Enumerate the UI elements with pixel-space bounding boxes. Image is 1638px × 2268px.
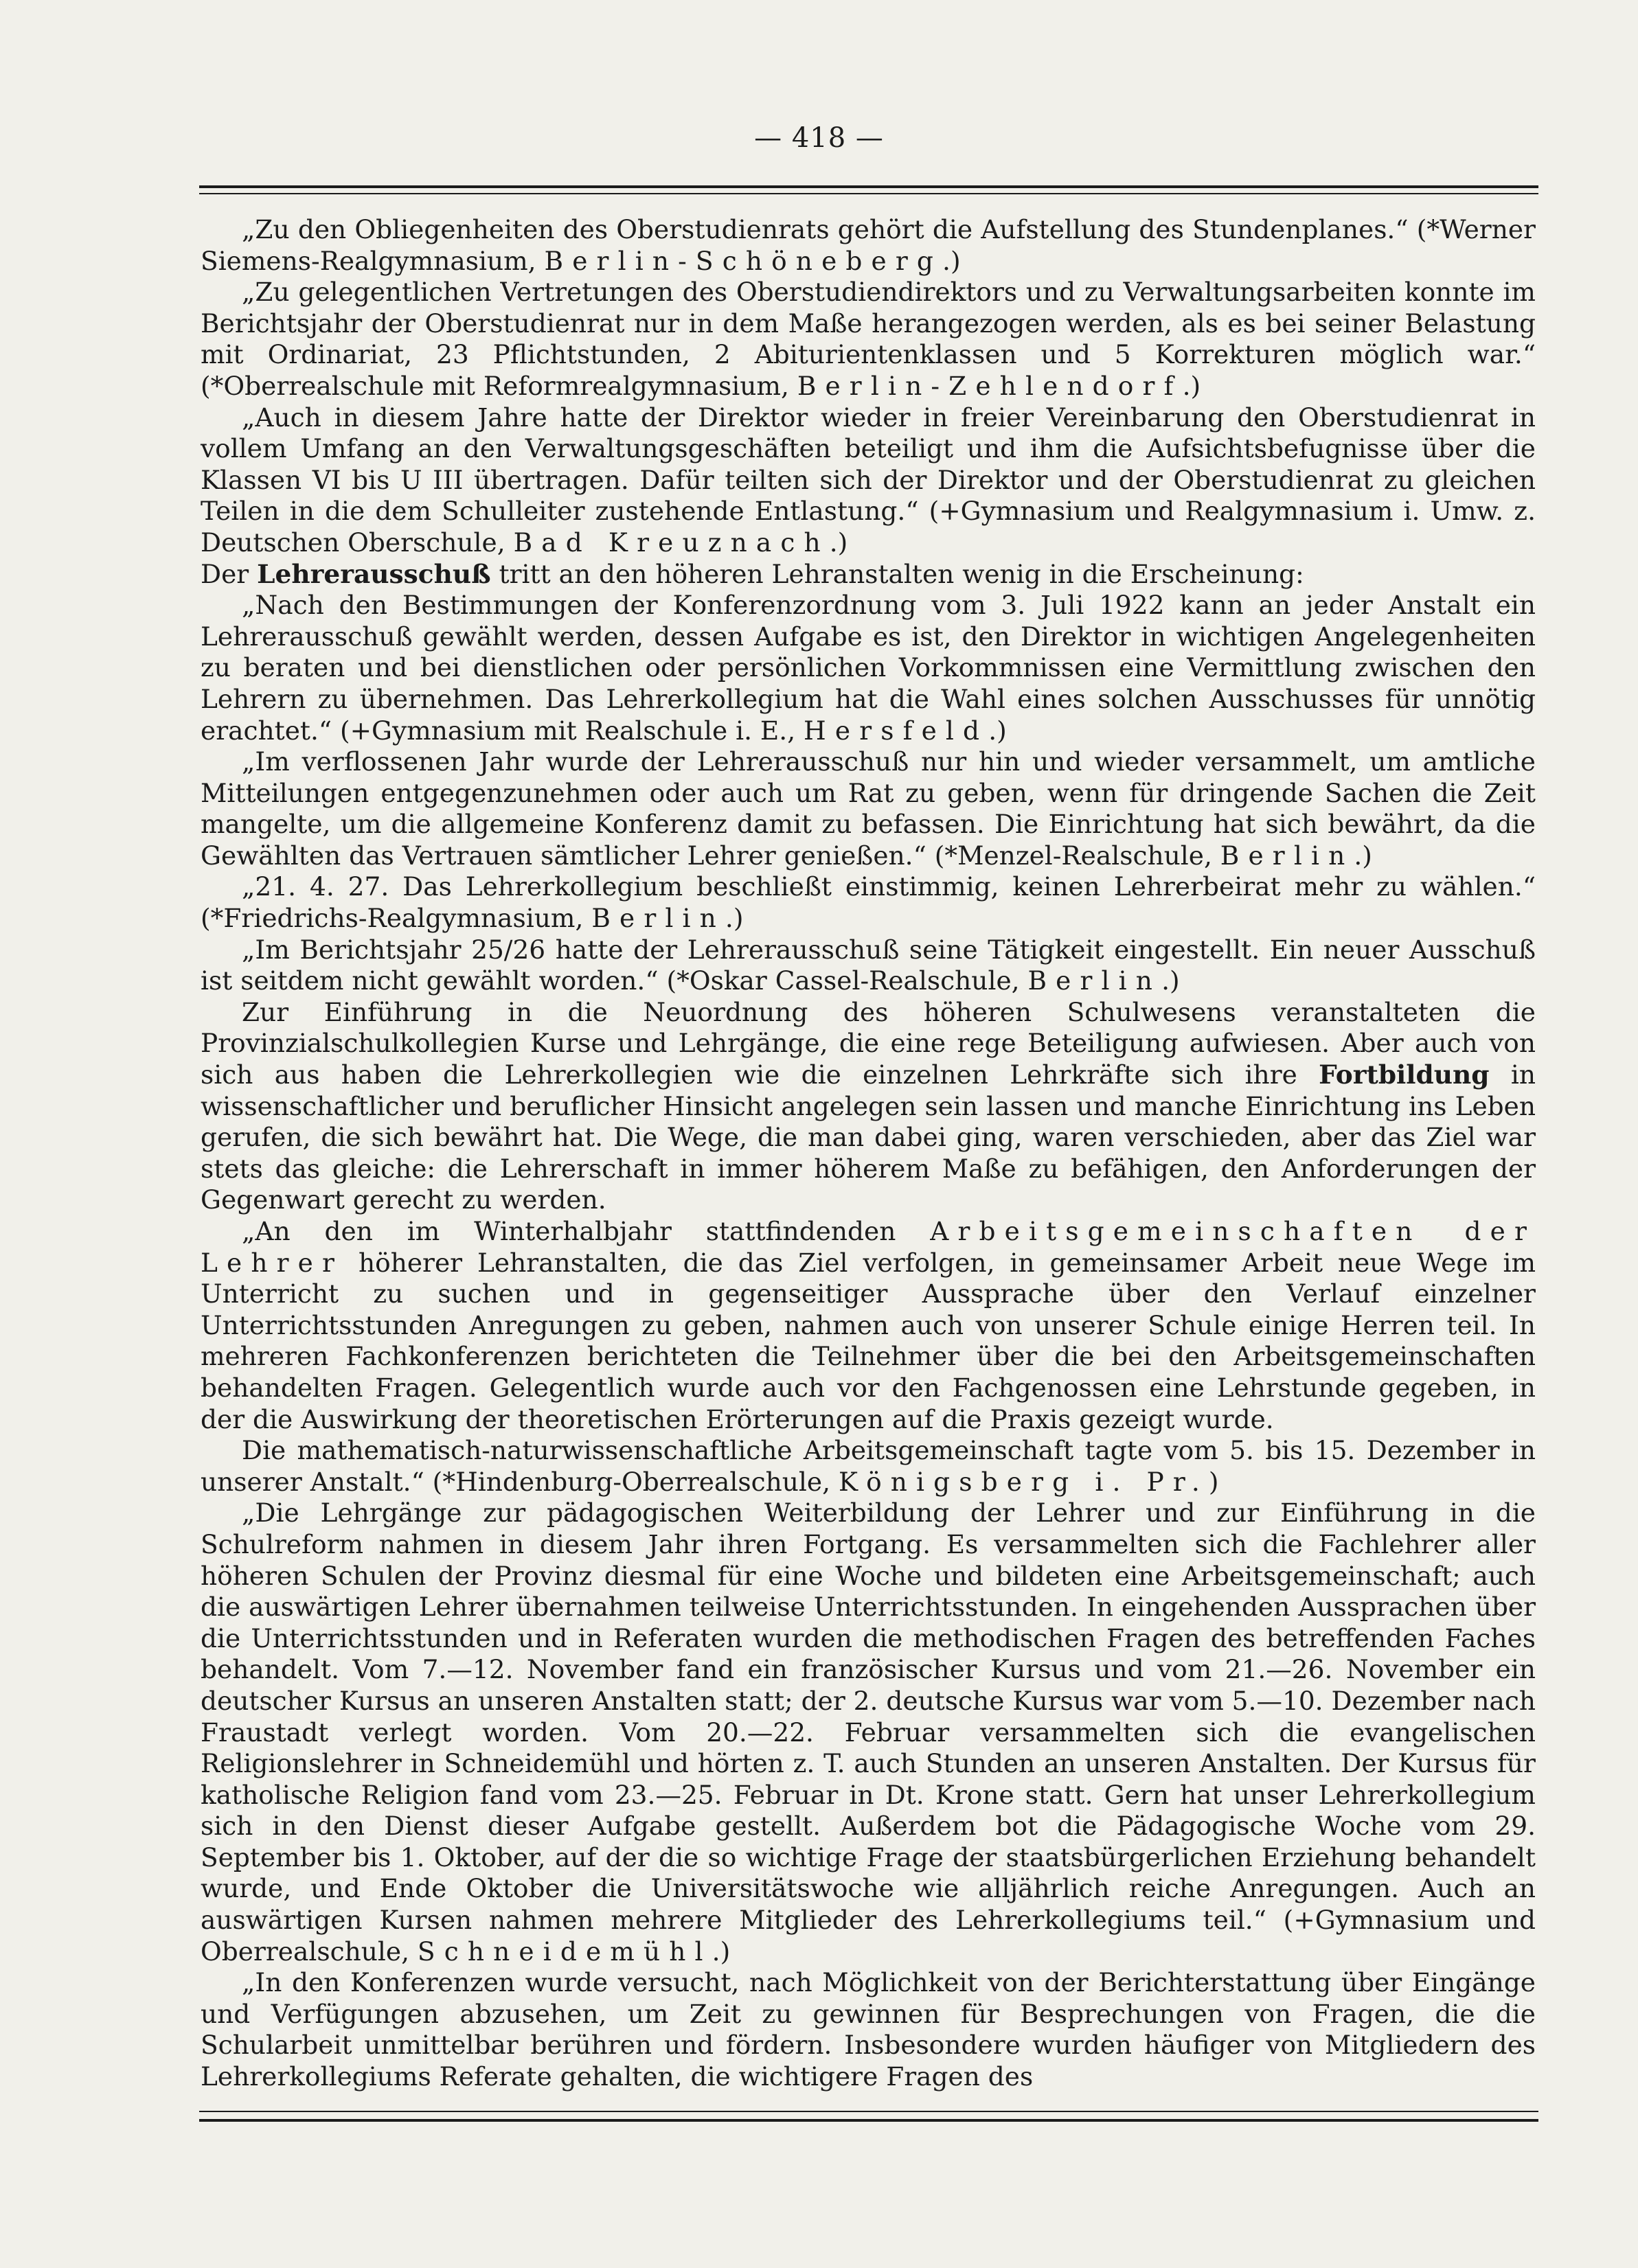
- text-run: Der: [201, 558, 258, 589]
- text-run: Arbeitsgemeinschaften der Lehrer: [201, 1216, 1536, 1278]
- text-run: „An den im Winterhalbjahr stattfindenden: [242, 1216, 931, 1246]
- page-number: — 418 —: [754, 122, 884, 154]
- text-run: ): [1208, 1466, 1219, 1497]
- text-run: „Im Berichtsjahr 25/26 hatte der Lehrerausschuß seine Tätigkeit eingestellt. Ein neuer Ausschuß ist seitdem nicht gewählt worden.“ (*Oskar Cassel-Realschule,: [201, 934, 1536, 996]
- paragraph: [201, 402, 1536, 559]
- paragraph: [201, 277, 1536, 402]
- text-run: .): [942, 245, 961, 276]
- text-run: „Nach den Bestimmungen der Konferenzordnung vom 3. Juli 1922 kann an jeder Anstalt ein Lehrerausschuß gewählt werden, dessen Aufgabe es ist, den Direktor in wichtigen Angelegenheiten zu beraten und bei dienstlichen oder persönlichen Vorkommnissen eine Vermittlung zwischen den Lehrern zu übernehmen. Das Lehrerkollegium hat die Wahl eines solchen Ausschusses für unnötig erachtet.“ (+Gymnasium mit Realschule i. E.,: [201, 590, 1536, 746]
- text-run: Bad Kreuznach: [513, 527, 830, 558]
- text-run: „21. 4. 27. Das Lehrerkollegium beschließt einstimmig, keinen Lehrerbeirat mehr zu wählen.“ (*Friedrichs-Realgymnasium,: [201, 871, 1536, 934]
- text-run: Berlin-Zehlendorf: [797, 370, 1183, 401]
- paragraph: [201, 1216, 1536, 1435]
- footer-rule-thick: [199, 2119, 1538, 2122]
- paragraph: [201, 1498, 1536, 1967]
- text-run: in wissenschaftlicher und beruflicher Hinsicht angelegen sein lassen und manche Einrichtung ins Leben gerufen, die sich bewährt hat. Die Wege, die man dabei ging, waren verschieden, aber das Ziel war stets das gleiche: die Lehrerschaft in immer höherem Maße zu befähigen, den Anforderungen der Gegenwart gerecht zu werden.: [201, 1059, 1536, 1215]
- paragraph: [201, 590, 1536, 746]
- text-run: .): [1161, 965, 1180, 996]
- paragraph: [201, 1435, 1536, 1498]
- text-run: .): [1354, 840, 1372, 871]
- text-run: .): [988, 715, 1007, 746]
- text-run: Fortbildung: [1319, 1059, 1490, 1090]
- text-run: „Zu den Obliegenheiten des Oberstudienrats gehört die Aufstellung des Stundenplanes.“ (*Werner Siemens-Realgymnasium,: [201, 214, 1536, 276]
- text-run: tritt an den höheren Lehranstalten wenig in die Erscheinung:: [490, 558, 1304, 589]
- text-run: Lehrerausschuß: [257, 558, 491, 589]
- header-rule-thick: [199, 185, 1538, 188]
- paragraph: [201, 746, 1536, 871]
- paragraph: [201, 1967, 1536, 2092]
- header-rule-thin: [199, 193, 1538, 194]
- text-run: Berlin: [1220, 840, 1354, 871]
- text-run: Königsberg i. Pr.: [838, 1466, 1209, 1497]
- paragraph: [201, 559, 1536, 591]
- body-text: [201, 214, 1536, 2093]
- text-run: Die mathematisch-naturwissenschaftliche Arbeitsgemeinschaft tagte vom 5. bis 15. Dezember in unserer Anstalt.“ (*Hindenburg-Oberrealschule,: [201, 1435, 1536, 1497]
- text-run: „Zu gelegentlichen Vertretungen des Oberstudiendirektors und zu Verwaltungsarbeiten konnte im Berichtsjahr der Oberstudienrat nur in dem Maße herangezogen werden, als es bei seiner Belastung mit Ordinariat, 23 Pflichtstunden, 2 Abiturientenklassen und 5 Korrekturen möglich war.“ (*Oberrealschule mit Reformrealgymnasium,: [201, 277, 1536, 401]
- footer-rule-thin: [199, 2111, 1538, 2112]
- paragraph: [201, 997, 1536, 1216]
- text-run: Schneidemühl: [417, 1936, 712, 1967]
- paragraph: [201, 214, 1536, 277]
- text-run: Hersfeld: [804, 715, 989, 746]
- text-run: .): [829, 527, 848, 558]
- text-run: .): [712, 1936, 731, 1967]
- text-run: Berlin: [1027, 965, 1162, 996]
- text-run: Berlin-Schöneberg: [544, 245, 943, 276]
- text-run: „In den Konferenzen wurde versucht, nach Möglichkeit von der Berichterstattung über Eingänge und Verfügungen abzusehen, um Zeit zu gewinnen für Besprechungen von Fragen, die die Schularbeit unmittelbar berühren und fördern. Insbesondere wurden häufiger von Mitgliedern des Lehrerkollegiums Referate gehalten, die wichtigere Fragen des: [201, 1967, 1536, 2092]
- text-run: „Die Lehrgänge zur pädagogischen Weiterbildung der Lehrer und zur Einführung in die Schulreform nahmen in diesem Jahr ihren Fortgang. Es versammelten sich die Fachlehrer aller höheren Schulen der Provinz diesmal für eine Woche und bildeten eine Arbeitsgemeinschaft; auch die auswärtigen Lehrer übernahmen teilweise Unterrichtsstunden. In eingehenden Aussprachen über die Unterrichtsstunden und in Referaten wurden die methodischen Fragen des betreffenden Faches behandelt. Vom 7.—12. November fand ein französischer Kursus und vom 21.—26. November ein deutscher Kursus an unseren Anstalten statt; der 2. deutsche Kursus war vom 5.—10. Dezember nach Fraustadt verlegt worden. Vom 20.—22. Februar versammelten sich die evangelischen Religionslehrer in Schneidemühl und hörten z. T. auch Stunden an unseren Anstalten. Der Kursus für katholische Religion fand vom 23.—25. Februar in Dt. Krone statt. Gern hat unser Lehrerkollegium sich in den Dienst dieser Aufgabe gestellt. Außerdem bot die Pädagogische Woche vom 29. September bis 1. Oktober, auf der die so wichtige Frage der staatsbürgerlichen Erziehung behandelt wurde, und Ende Oktober die Universitätswoche wie alljährlich reiche Anregungen. Auch an auswärtigen Kursen nahmen mehrere Mitglieder des Lehrerkollegiums teil.“ (+Gymnasium und Oberrealschule,: [201, 1498, 1536, 1967]
- text-run: Zur Einführung in die Neuordnung des höheren Schulwesens veranstalteten die Provinzialschulkollegien Kurse und Lehrgänge, die eine rege Beteiligung aufwiesen. Aber auch von sich aus haben die Lehrerkollegien wie die einzelnen Lehrkräfte sich ihre: [201, 996, 1536, 1090]
- paragraph: [201, 871, 1536, 934]
- text-run: „Auch in diesem Jahre hatte der Direktor wieder in freier Vereinbarung den Oberstudienrat in vollem Umfang an den Verwaltungsgeschäften beteiligt und ihm die Aufsichtsbefugnisse über die Klassen VI bis U III übertragen. Dafür teilten sich der Direktor und der Oberstudienrat zu gleichen Teilen in die dem Schulleiter zustehende Entlastung.“ (+Gymnasium und Realgymnasium i. Umw. z. Deutschen Oberschule,: [201, 402, 1536, 558]
- text-run: .): [1182, 370, 1201, 401]
- text-run: .): [725, 903, 744, 934]
- text-run: „Im verflossenen Jahr wurde der Lehrerausschuß nur hin und wieder versammelt, um amtliche Mitteilungen entgegenzunehmen oder auch um Rat zu geben, wenn für dringende Sachen die Zeit mangelte, um die allgemeine Konferenz damit zu befassen. Die Einrichtung hat sich bewährt, da die Gewählten das Vertrauen sämtlicher Lehrer genießen.“ (*Menzel-Realschule,: [201, 746, 1536, 871]
- paragraph: [201, 935, 1536, 997]
- text-run: höherer Lehranstalten, die das Ziel verfolgen, in gemeinsamer Arbeit neue Wege im Unterricht zu suchen und in gegenseitiger Aussprache über den Verlauf einzelner Unterrichtsstunden Anregungen zu geben, nahmen auch von unserer Schule einige Herren teil. In mehreren Fachkonferenzen berichteten die Teilnehmer über die bei den Arbeitsgemeinschaften behandelten Fragen. Gelegentlich wurde auch vor den Fachgenossen eine Lehrstunde gegeben, in der die Auswirkung der theoretischen Erörterungen auf die Praxis gezeigt wurde.: [201, 1247, 1536, 1434]
- text-run: Berlin: [591, 903, 725, 934]
